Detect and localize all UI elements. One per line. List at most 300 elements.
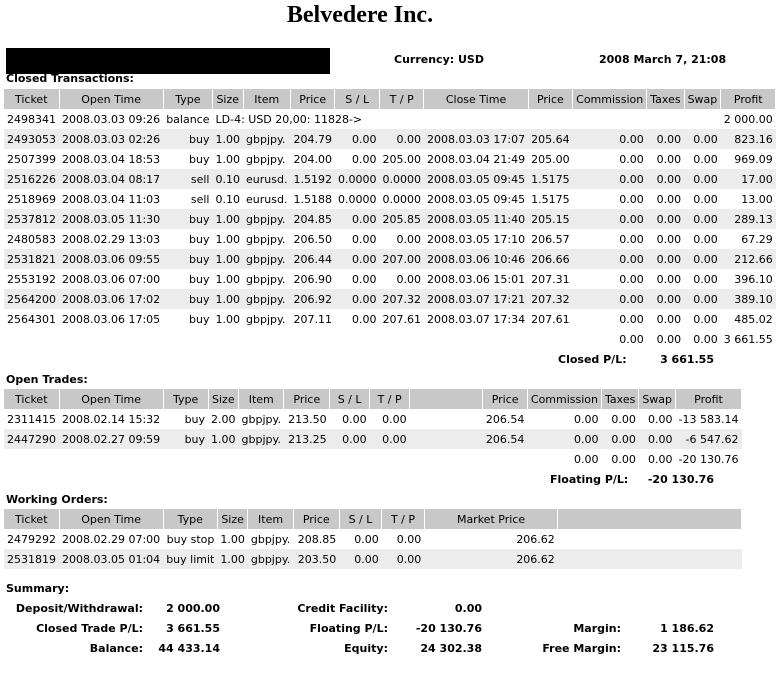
table-cell: 0.00 — [619, 152, 644, 166]
table-cell: buy — [189, 272, 210, 286]
table-cell: 1.00 — [213, 289, 244, 309]
table-cell: 1.00 — [215, 152, 240, 166]
closed-pl-value: 3 661.55 — [660, 353, 714, 366]
table-header-row — [4, 509, 742, 529]
table-row — [4, 549, 742, 569]
table-cell: buy — [163, 429, 208, 449]
table-cell: 2518969 — [7, 192, 56, 206]
table-cell: 204.85 — [290, 209, 335, 229]
table-cell: 2008.03.04 18:53 — [62, 152, 161, 166]
table-cell: 0.00 — [684, 209, 721, 229]
table-cell: 289.13 — [721, 209, 776, 229]
table-cell: 2008.03.06 07:00 — [62, 272, 161, 286]
table-cell: 0.00 — [647, 209, 684, 229]
table-cell: gbpjpy. — [246, 312, 286, 326]
table-cell — [558, 549, 742, 569]
table-cell — [528, 109, 573, 129]
table-row — [4, 129, 776, 149]
table-cell: 0.00 — [351, 232, 377, 246]
table-cell: 2479292 — [7, 532, 56, 546]
table-cell: 0.00 — [647, 289, 684, 309]
open-trades-heading: Open Trades: — [6, 373, 88, 386]
column-header: S / L — [335, 89, 380, 109]
table-cell: 206.57 — [531, 232, 570, 246]
table-cell: 2008.03.04 08:17 — [59, 169, 163, 189]
table-cell: buy — [163, 129, 212, 149]
closed-transactions-table — [4, 89, 776, 349]
total-cell: 0.00 — [639, 449, 676, 469]
table-cell: 1.00 — [213, 209, 244, 229]
table-cell: 396.10 — [734, 272, 773, 286]
totals-row — [4, 329, 776, 349]
table-cell: 207.11 — [293, 312, 332, 326]
table-cell: 206.44 — [290, 249, 335, 269]
currency-label: Currency: USD — [394, 53, 484, 66]
column-header: S / L — [330, 389, 370, 409]
table-cell: gbpjpy. — [246, 152, 286, 166]
credit-facility-label: Credit Facility: — [297, 602, 388, 615]
table-cell: buy stop — [166, 532, 215, 546]
table-cell: 2.00 — [211, 412, 236, 426]
table-cell: 2008.03.03 09:26 — [62, 112, 161, 126]
table-cell: 0.00 — [335, 209, 380, 229]
table-cell — [424, 329, 528, 349]
table-cell — [410, 449, 483, 469]
table-cell: 212.66 — [721, 249, 776, 269]
column-header: Type — [163, 89, 212, 109]
column-header: Close Time — [424, 89, 528, 109]
table-cell — [379, 329, 424, 349]
table-row — [4, 109, 776, 129]
table-cell: 0.00 — [647, 249, 684, 269]
table-cell: 1.5175 — [531, 192, 570, 206]
table-cell: 2008.03.07 17:34 — [426, 312, 526, 326]
table-cell: 0.00 — [396, 532, 422, 546]
table-cell: 0.00 — [656, 232, 682, 246]
table-cell: sell — [190, 192, 210, 206]
margin-value: 1 186.62 — [660, 622, 714, 635]
table-cell: 0.00 — [335, 249, 380, 269]
table-cell: 2507399 — [7, 152, 56, 166]
table-cell: 2531821 — [4, 249, 59, 269]
table-cell: 207.31 — [531, 272, 570, 286]
table-cell: -13 583.14 — [678, 412, 739, 426]
table-cell: 1.00 — [220, 532, 245, 546]
table-cell: 0.0000 — [382, 192, 421, 206]
closed-trade-pl-value: 3 661.55 — [166, 622, 220, 635]
table-cell: 0.00 — [619, 192, 644, 206]
table-cell — [573, 109, 647, 129]
table-cell: 205.00 — [531, 152, 570, 166]
table-cell: 204.00 — [293, 152, 332, 166]
table-cell: 0.10 — [213, 169, 244, 189]
table-cell: gbpjpy. — [239, 429, 284, 449]
column-header: S / L — [339, 509, 382, 529]
table-cell: 0.00 — [611, 412, 636, 426]
column-header: T / P — [379, 89, 424, 109]
table-cell — [163, 329, 212, 349]
table-cell: 0.00 — [527, 429, 601, 449]
table-cell: balance — [166, 112, 210, 126]
floating-pl-label: Floating P/L: — [550, 473, 629, 486]
table-cell: gbpjpy. — [246, 232, 286, 246]
table-cell — [239, 449, 284, 469]
total-cell: 0.00 — [684, 329, 721, 349]
table-cell: 1.5188 — [293, 192, 332, 206]
equity-value: 24 302.38 — [420, 642, 482, 655]
table-cell — [59, 449, 163, 469]
table-cell — [335, 329, 380, 349]
table-row — [4, 209, 776, 229]
equity-label: Equity: — [344, 642, 388, 655]
table-cell: 2480583 — [7, 232, 56, 246]
table-row — [4, 269, 776, 289]
column-header: Type — [163, 389, 208, 409]
table-cell: 207.32 — [528, 289, 573, 309]
table-cell: 0.00 — [573, 129, 647, 149]
table-cell: 206.50 — [293, 232, 332, 246]
column-header: Size — [208, 389, 239, 409]
total-cell: 0.00 — [527, 449, 601, 469]
table-cell: 0.00 — [602, 429, 639, 449]
balance-value: 44 433.14 — [158, 642, 220, 655]
table-cell: 0.10 — [215, 192, 240, 206]
table-cell: 207.61 — [531, 312, 570, 326]
table-row — [4, 529, 742, 549]
table-cell — [59, 329, 163, 349]
table-cell: 0.00 — [693, 232, 718, 246]
table-cell: 0.00 — [573, 249, 647, 269]
table-cell: 2564301 — [7, 312, 56, 326]
totals-row — [4, 449, 742, 469]
table-cell: 0.00 — [573, 289, 647, 309]
table-cell: 0.00 — [339, 549, 382, 569]
table-cell: gbpjpy. — [243, 289, 290, 309]
column-header — [410, 389, 483, 409]
table-cell: 2531819 — [4, 549, 59, 569]
table-cell: 2008.03.05 09:45 — [424, 169, 528, 189]
table-cell: 206.54 — [483, 429, 528, 449]
table-cell — [528, 329, 573, 349]
table-cell — [684, 109, 721, 129]
column-header: T / P — [370, 389, 410, 409]
open-trades-table — [4, 389, 742, 469]
table-cell: 0.00 — [573, 169, 647, 189]
table-cell — [4, 329, 59, 349]
table-cell: 2008.03.05 11:30 — [59, 209, 163, 229]
floating-pl-summary-value: -20 130.76 — [415, 622, 482, 635]
table-cell: 0.00 — [619, 272, 644, 286]
deposit-value: 2 000.00 — [166, 602, 220, 615]
table-cell: 2553192 — [7, 272, 56, 286]
table-row — [4, 429, 742, 449]
table-cell: gbpjpy. — [243, 209, 290, 229]
table-cell: 0.00 — [379, 129, 424, 149]
column-header: Price — [290, 89, 335, 109]
table-cell: buy — [189, 232, 210, 246]
table-cell: 0.00 — [382, 412, 407, 426]
column-header: Price — [528, 89, 573, 109]
column-header: Profit — [721, 89, 776, 109]
table-cell — [410, 429, 483, 449]
table-cell: 823.16 — [721, 129, 776, 149]
table-cell: 0.00 — [693, 152, 718, 166]
table-cell: 208.85 — [297, 532, 337, 546]
total-cell: 3 661.55 — [721, 329, 776, 349]
table-cell — [290, 329, 335, 349]
floating-pl-value: -20 130.76 — [647, 473, 714, 486]
table-cell: 0.00 — [619, 232, 644, 246]
table-cell: 2537812 — [4, 209, 59, 229]
table-cell: buy — [189, 312, 210, 326]
table-row — [4, 229, 776, 249]
table-cell: 213.25 — [284, 429, 330, 449]
table-row — [4, 409, 742, 429]
table-cell: 17.00 — [721, 169, 776, 189]
table-cell — [163, 449, 208, 469]
closed-pl-label: Closed P/L: — [558, 353, 627, 366]
table-cell: 0.00 — [693, 272, 718, 286]
floating-pl-summary-label: Floating P/L: — [309, 622, 388, 635]
table-cell — [558, 529, 742, 549]
table-cell: gbpjpy. — [250, 532, 291, 546]
table-cell: 0.00 — [684, 129, 721, 149]
table-cell: 0.00 — [693, 312, 718, 326]
column-header: Ticket — [4, 389, 59, 409]
table-cell: 206.54 — [485, 412, 525, 426]
table-cell: 207.32 — [379, 289, 424, 309]
table-cell: 0.00 — [396, 272, 421, 286]
table-cell: 2008.03.06 09:55 — [59, 249, 163, 269]
table-cell: buy — [184, 412, 206, 426]
table-cell: eurusd. — [246, 192, 288, 206]
balance-label: Balance: — [89, 642, 143, 655]
table-cell: buy — [163, 289, 212, 309]
column-header: Size — [213, 89, 244, 109]
table-cell: 2516226 — [4, 169, 59, 189]
table-cell: gbpjpy. — [243, 249, 290, 269]
column-header: T / P — [382, 509, 425, 529]
table-row — [4, 309, 776, 329]
table-cell: 2008.03.05 17:10 — [426, 232, 526, 246]
column-header — [558, 509, 742, 529]
table-cell: 2008.03.05 09:45 — [426, 192, 526, 206]
redacted-account-info — [6, 48, 330, 74]
margin-label: Margin: — [573, 622, 621, 635]
table-cell: 2493053 — [4, 129, 59, 149]
table-cell: 0.00 — [648, 412, 673, 426]
table-cell — [213, 329, 244, 349]
table-cell: eurusd. — [243, 169, 290, 189]
table-cell: 213.50 — [288, 412, 327, 426]
table-cell — [330, 449, 370, 469]
table-cell: gbpjpy. — [243, 129, 290, 149]
total-cell: -20 130.76 — [676, 449, 742, 469]
table-cell: 0.00 — [639, 429, 676, 449]
table-row — [4, 249, 776, 269]
credit-facility-value: 0.00 — [454, 602, 482, 615]
table-cell: 2008.02.14 15:32 — [62, 412, 161, 426]
table-cell: 205.85 — [379, 209, 424, 229]
table-cell: 2447290 — [4, 429, 59, 449]
table-cell — [4, 449, 59, 469]
column-header: Swap — [639, 389, 676, 409]
table-cell: 2008.02.27 09:59 — [59, 429, 163, 449]
table-cell: 67.29 — [741, 232, 773, 246]
deposit-label: Deposit/Withdrawal: — [15, 602, 143, 615]
table-cell: 1.00 — [213, 249, 244, 269]
table-cell: 2564200 — [4, 289, 59, 309]
column-header: Size — [217, 509, 248, 529]
table-cell: 0.00 — [335, 129, 380, 149]
table-cell: 2008.03.05 11:40 — [424, 209, 528, 229]
table-cell — [410, 409, 483, 429]
column-header: Commission — [573, 89, 647, 109]
table-cell — [208, 449, 239, 469]
table-cell: 2 000.00 — [723, 112, 773, 126]
table-cell: 13.00 — [741, 192, 773, 206]
table-cell: 205.00 — [382, 152, 421, 166]
table-cell: 1.5175 — [528, 169, 573, 189]
column-header: Commission — [527, 389, 601, 409]
column-header: Open Time — [59, 89, 163, 109]
summary-heading: Summary: — [6, 582, 70, 595]
working-orders-table — [4, 509, 742, 569]
table-header-row — [4, 89, 776, 109]
table-cell: 2008.03.03 17:07 — [424, 129, 528, 149]
table-cell: 0.00 — [351, 272, 377, 286]
table-cell — [284, 449, 330, 469]
closed-trade-pl-label: Closed Trade P/L: — [36, 622, 143, 635]
column-header: Profit — [676, 389, 742, 409]
table-cell: 0.00 — [693, 192, 718, 206]
table-cell: 0.0000 — [335, 169, 380, 189]
table-row — [4, 149, 776, 169]
column-header: Type — [163, 509, 217, 529]
table-cell: 0.00 — [684, 289, 721, 309]
free-margin-value: 23 115.76 — [652, 642, 714, 655]
table-cell: 0.00 — [342, 412, 367, 426]
table-cell: 207.00 — [379, 249, 424, 269]
table-cell: 2008.03.03 02:26 — [59, 129, 163, 149]
table-cell: 0.00 — [656, 272, 682, 286]
table-cell: -6 547.62 — [676, 429, 742, 449]
table-cell: 2008.02.29 13:03 — [62, 232, 161, 246]
table-cell: 0.00 — [351, 152, 377, 166]
table-cell: 1.00 — [213, 129, 244, 149]
column-header: Price — [284, 389, 330, 409]
column-header: Open Time — [59, 389, 163, 409]
table-cell: 203.50 — [293, 549, 339, 569]
table-header-row — [4, 389, 742, 409]
table-cell: 2311415 — [7, 412, 56, 426]
table-cell: 206.62 — [424, 549, 558, 569]
column-header: Ticket — [4, 89, 59, 109]
column-header: Ticket — [4, 509, 59, 529]
table-cell: 1.00 — [215, 232, 240, 246]
table-cell: 485.02 — [734, 312, 773, 326]
table-cell: sell — [163, 169, 212, 189]
table-cell: 2008.03.07 17:21 — [424, 289, 528, 309]
table-cell: 204.79 — [290, 129, 335, 149]
table-cell: gbpjpy. — [246, 272, 286, 286]
table-cell: 2008.03.06 17:02 — [59, 289, 163, 309]
table-cell — [647, 109, 684, 129]
table-cell — [243, 329, 290, 349]
table-cell: 1.00 — [217, 549, 248, 569]
table-cell: 1.00 — [215, 312, 240, 326]
company-title: Belvedere Inc. — [286, 2, 434, 28]
table-cell: 2008.03.06 10:46 — [424, 249, 528, 269]
table-cell: 0.00 — [619, 312, 644, 326]
table-cell: 0.00 — [351, 312, 377, 326]
table-cell: 206.66 — [528, 249, 573, 269]
column-header: Market Price — [424, 509, 558, 529]
table-row — [4, 289, 776, 309]
table-cell: 0.00 — [370, 429, 410, 449]
table-cell — [370, 449, 410, 469]
table-cell: buy limit — [163, 549, 217, 569]
column-header: Swap — [684, 89, 721, 109]
table-cell: 1.5192 — [290, 169, 335, 189]
total-cell: 0.00 — [647, 329, 684, 349]
column-header: Item — [243, 89, 290, 109]
column-header: Item — [248, 509, 293, 529]
table-cell: 0.00 — [354, 532, 379, 546]
table-cell: buy — [163, 209, 212, 229]
table-cell: 2008.03.04 21:49 — [426, 152, 526, 166]
table-row — [4, 189, 776, 209]
table-cell: 0.00 — [656, 312, 682, 326]
free-margin-label: Free Margin: — [542, 642, 621, 655]
table-cell: buy — [163, 249, 212, 269]
table-cell: 205.15 — [528, 209, 573, 229]
working-orders-heading: Working Orders: — [6, 493, 108, 506]
table-cell: 0.00 — [656, 192, 682, 206]
table-cell: 205.64 — [528, 129, 573, 149]
table-cell: gbpjpy. — [241, 412, 281, 426]
total-cell: 0.00 — [573, 329, 647, 349]
table-cell: 207.61 — [382, 312, 421, 326]
table-row — [4, 169, 776, 189]
total-cell: 0.00 — [602, 449, 639, 469]
column-header: Item — [239, 389, 284, 409]
table-cell: 206.90 — [293, 272, 332, 286]
table-cell: 0.00 — [330, 429, 370, 449]
table-cell: 2008.03.06 17:05 — [62, 312, 161, 326]
table-cell: 389.10 — [721, 289, 776, 309]
table-cell: 0.00 — [684, 169, 721, 189]
table-cell: 0.00 — [382, 549, 425, 569]
table-cell: 0.00 — [573, 209, 647, 229]
column-header: Taxes — [647, 89, 684, 109]
table-cell: 0.00 — [647, 169, 684, 189]
table-cell — [483, 449, 528, 469]
column-header: Price — [293, 509, 339, 529]
balance-comment: LD-4: USD 20,00: 11828-> — [215, 112, 363, 126]
column-header: Taxes — [602, 389, 639, 409]
column-header: Price — [483, 389, 528, 409]
table-cell: 1.00 — [215, 272, 240, 286]
table-cell: buy — [189, 152, 210, 166]
table-cell: gbpjpy. — [248, 549, 293, 569]
table-cell: 0.00 — [647, 129, 684, 149]
table-cell: 2498341 — [7, 112, 56, 126]
table-cell: 1.00 — [208, 429, 239, 449]
table-cell: 0.00 — [396, 232, 421, 246]
table-cell: 0.0000 — [337, 192, 377, 206]
table-cell: 0.00 — [335, 289, 380, 309]
